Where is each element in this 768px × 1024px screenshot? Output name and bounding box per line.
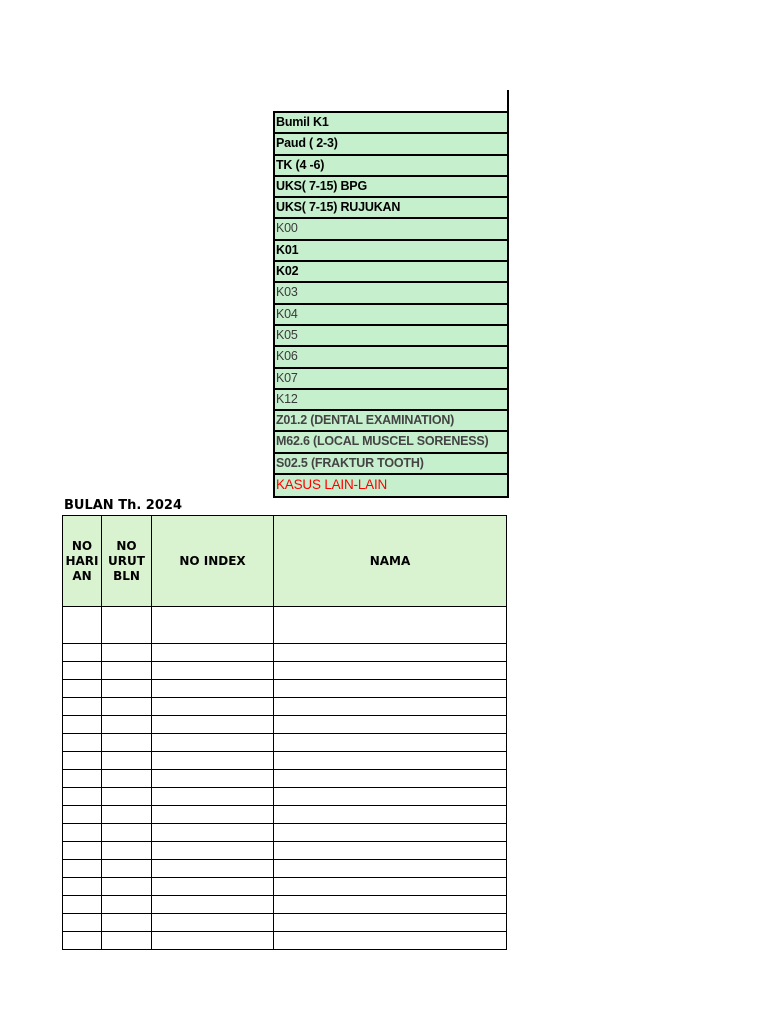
table-cell[interactable]	[152, 806, 274, 824]
table-cell[interactable]	[102, 896, 152, 914]
table-row	[63, 932, 507, 950]
table-cell[interactable]	[102, 662, 152, 680]
table-cell[interactable]	[63, 662, 102, 680]
code-row[interactable]: K07	[275, 369, 507, 390]
table-cell[interactable]	[63, 607, 102, 644]
table-cell[interactable]	[274, 698, 507, 716]
table-cell[interactable]	[102, 644, 152, 662]
table-cell[interactable]	[152, 662, 274, 680]
table-cell[interactable]	[274, 824, 507, 842]
table-cell[interactable]	[274, 680, 507, 698]
table-cell[interactable]	[63, 770, 102, 788]
table-cell[interactable]	[63, 860, 102, 878]
code-row[interactable]: K03	[275, 283, 507, 304]
table-cell[interactable]	[152, 860, 274, 878]
header-no-index[interactable]: NO INDEX	[152, 516, 274, 607]
table-cell[interactable]	[152, 752, 274, 770]
code-row[interactable]: Z01.2 (DENTAL EXAMINATION)	[275, 411, 507, 432]
diagnosis-code-list	[273, 111, 509, 498]
table-cell[interactable]	[274, 914, 507, 932]
table-cell[interactable]	[102, 716, 152, 734]
table-cell[interactable]	[63, 788, 102, 806]
table-cell[interactable]	[152, 698, 274, 716]
table-cell[interactable]	[274, 932, 507, 950]
code-row[interactable]: K04	[275, 305, 507, 326]
table-cell[interactable]	[63, 644, 102, 662]
table-row	[63, 644, 507, 662]
table-cell[interactable]	[152, 896, 274, 914]
table-cell[interactable]	[274, 716, 507, 734]
code-row[interactable]: TK (4 -6)	[275, 156, 507, 177]
table-header-row	[63, 516, 507, 607]
header-nama[interactable]: NAMA	[274, 516, 507, 607]
table-cell[interactable]	[63, 716, 102, 734]
table-cell[interactable]	[274, 806, 507, 824]
table-cell[interactable]	[63, 680, 102, 698]
table-cell[interactable]	[152, 932, 274, 950]
table-cell[interactable]	[152, 824, 274, 842]
table-cell[interactable]	[102, 842, 152, 860]
table-row	[63, 662, 507, 680]
code-row[interactable]: K05	[275, 326, 507, 347]
table-cell[interactable]	[63, 752, 102, 770]
table-row	[63, 860, 507, 878]
table-cell[interactable]	[102, 770, 152, 788]
code-row[interactable]: K06	[275, 347, 507, 368]
table-row	[63, 806, 507, 824]
code-row[interactable]: UKS( 7-15) BPG	[275, 177, 507, 198]
table-cell[interactable]	[274, 770, 507, 788]
table-cell[interactable]	[102, 824, 152, 842]
table-cell[interactable]	[102, 878, 152, 896]
table-cell[interactable]	[63, 842, 102, 860]
table-cell[interactable]	[152, 734, 274, 752]
table-cell[interactable]	[102, 734, 152, 752]
table-cell[interactable]	[63, 734, 102, 752]
code-row[interactable]: KASUS LAIN-LAIN	[276, 477, 388, 493]
table-cell[interactable]	[274, 860, 507, 878]
table-cell[interactable]	[63, 914, 102, 932]
table-cell[interactable]	[63, 824, 102, 842]
table-cell[interactable]	[152, 680, 274, 698]
table-row	[63, 607, 507, 644]
table-cell[interactable]	[274, 878, 507, 896]
table-cell[interactable]	[274, 752, 507, 770]
patient-log-table	[62, 515, 507, 950]
table-cell[interactable]	[63, 932, 102, 950]
table-cell[interactable]	[102, 788, 152, 806]
table-row	[63, 752, 507, 770]
code-row[interactable]: K00	[275, 219, 507, 240]
code-row[interactable]: UKS( 7-15) RUJUKAN	[275, 198, 507, 219]
table-cell[interactable]	[152, 716, 274, 734]
table-cell[interactable]	[63, 896, 102, 914]
table-cell[interactable]	[102, 698, 152, 716]
table-cell[interactable]	[63, 878, 102, 896]
table-cell[interactable]	[152, 644, 274, 662]
table-cell[interactable]	[274, 607, 507, 644]
code-row[interactable]: K02	[275, 262, 507, 283]
code-row[interactable]: Paud ( 2-3)	[275, 134, 507, 155]
code-row[interactable]: S02.5 (FRAKTUR TOOTH)	[275, 454, 507, 475]
table-cell[interactable]	[152, 842, 274, 860]
table-cell[interactable]	[152, 878, 274, 896]
header-no-harian[interactable]: NO HARI AN	[63, 516, 102, 607]
table-row	[63, 698, 507, 716]
table-cell[interactable]	[274, 662, 507, 680]
table-row	[63, 824, 507, 842]
table-cell[interactable]	[102, 932, 152, 950]
table-cell[interactable]	[274, 842, 507, 860]
column-divider-line	[507, 90, 509, 112]
month-year-caption: BULAN Th. 2024	[64, 498, 182, 513]
table-row	[63, 896, 507, 914]
table-cell[interactable]	[274, 644, 507, 662]
table-row	[63, 788, 507, 806]
code-row[interactable]: M62.6 (LOCAL MUSCEL SORENESS)	[275, 432, 507, 453]
table-row	[63, 878, 507, 896]
table-cell[interactable]	[63, 698, 102, 716]
header-no-urut-bln[interactable]: NO URUT BLN	[102, 516, 152, 607]
table-cell[interactable]	[102, 752, 152, 770]
table-row	[63, 770, 507, 788]
table-cell[interactable]	[102, 914, 152, 932]
table-cell[interactable]	[102, 607, 152, 644]
table-cell[interactable]	[152, 914, 274, 932]
table-cell[interactable]	[102, 806, 152, 824]
code-row[interactable]: K01	[275, 241, 507, 262]
table-row	[63, 842, 507, 860]
table-row	[63, 734, 507, 752]
code-row[interactable]: K12	[275, 390, 507, 411]
table-cell[interactable]	[274, 896, 507, 914]
table-cell[interactable]	[152, 788, 274, 806]
table-cell[interactable]	[274, 788, 507, 806]
table-cell[interactable]	[152, 607, 274, 644]
table-row	[63, 716, 507, 734]
table-cell[interactable]	[102, 680, 152, 698]
table-cell[interactable]	[152, 770, 274, 788]
table-row	[63, 914, 507, 932]
table-cell[interactable]	[274, 734, 507, 752]
code-row[interactable]: Bumil K1	[275, 113, 507, 134]
table-cell[interactable]	[102, 860, 152, 878]
table-row	[63, 680, 507, 698]
table-cell[interactable]	[63, 806, 102, 824]
